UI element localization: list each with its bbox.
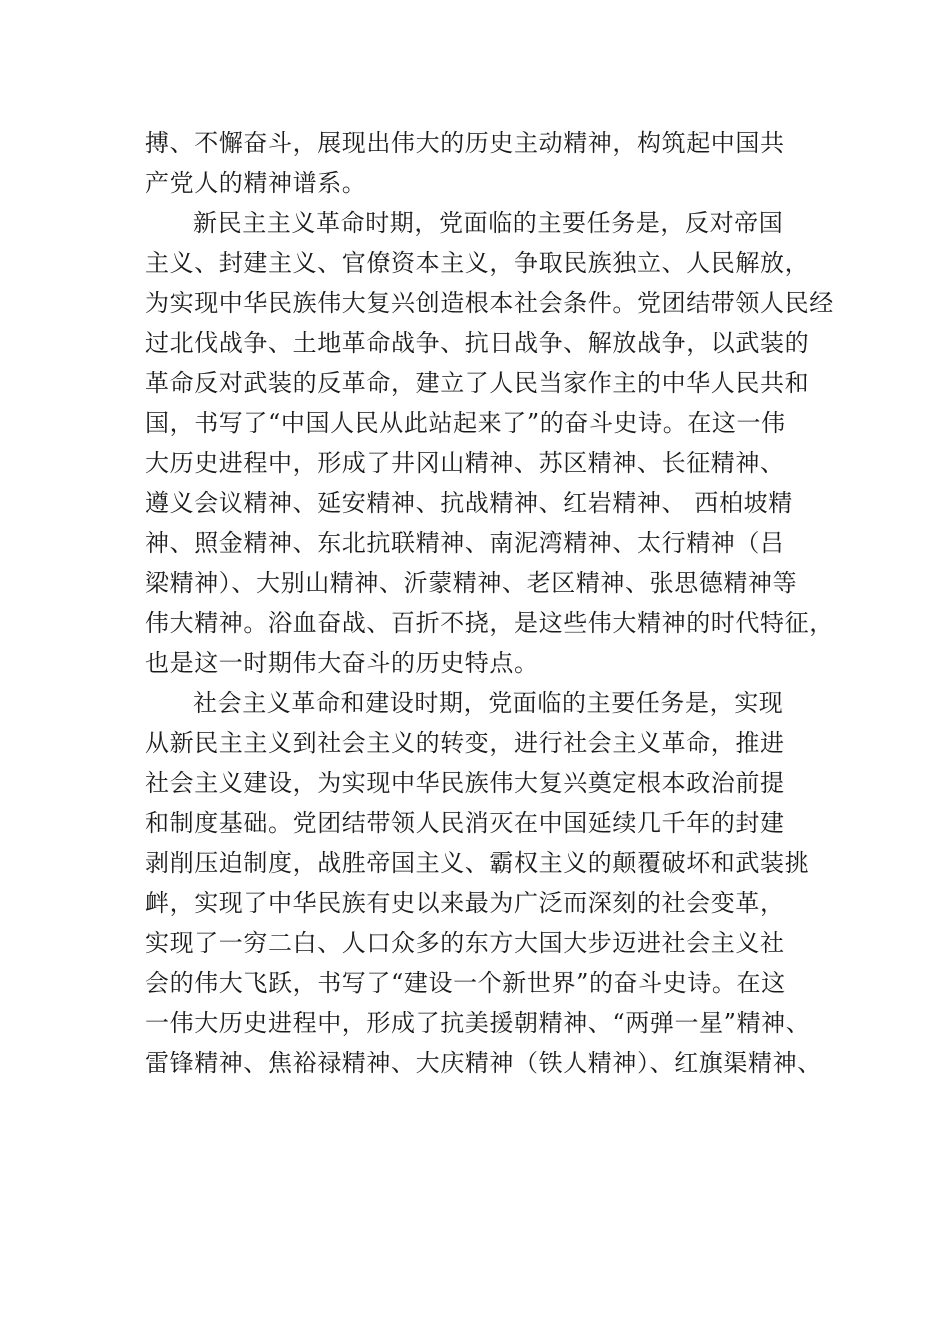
text-line: 会的伟大飞跃，书写了“建设一个新世界”的奋斗史诗。在这 <box>145 969 786 997</box>
text-line: 社会主义建设，为实现中华民族伟大复兴奠定根本政治前提 <box>145 769 785 797</box>
paragraph-2 <box>145 203 835 683</box>
text-line: 国，书写了“中国人民从此站起来了”的奋斗史诗。在这一伟 <box>145 409 786 437</box>
text-line: 新民主主义革命时期，党面临的主要任务是，反对帝国 <box>193 209 784 237</box>
text-line: 剥削压迫制度，战胜帝国主义、霸权主义的颠覆破坏和武装挑 <box>145 849 810 877</box>
text-line: 为实现中华民族伟大复兴创造根本社会条件。党团结带领人民经 <box>145 289 834 317</box>
text-line: 雷锋精神、焦裕禄精神、大庆精神（铁人精神）、红旗渠精神、 <box>145 1049 822 1077</box>
paragraph-3 <box>145 683 835 1083</box>
text-line: 一伟大历史进程中，形成了抗美援朝精神、“两弹一星”精神、 <box>145 1009 811 1037</box>
text-line: 搏、不懈奋斗，展现出伟大的历史主动精神，构筑起中国共 <box>145 129 785 157</box>
text-line: 产党人的精神谱系。 <box>145 169 367 197</box>
text-line: 衅，实现了中华民族有史以来最为广泛而深刻的社会变革， <box>145 889 785 917</box>
body-text <box>145 123 835 1083</box>
text-line: 也是这一时期伟大奋斗的历史特点。 <box>145 649 539 677</box>
text-line: 大历史进程中，形成了井冈山精神、苏区精神、长征精神、 <box>145 449 785 477</box>
text-line: 主义、封建主义、官僚资本主义，争取民族独立、人民解放， <box>145 249 810 277</box>
text-line: 实现了一穷二白、人口众多的东方大国大步迈进社会主义社 <box>145 929 785 957</box>
text-line: 遵义会议精神、延安精神、抗战精神、红岩精神、 西柏坡精 <box>145 489 793 517</box>
text-line: 从新民主主义到社会主义的转变，进行社会主义革命，推进 <box>145 729 785 757</box>
text-line: 过北伐战争、土地革命战争、抗日战争、解放战争，以武装的 <box>145 329 810 357</box>
text-line: 伟大精神。浴血奋战、百折不挠，是这些伟大精神的时代特征， <box>145 609 834 637</box>
text-line: 和制度基础。党团结带领人民消灭在中国延续几千年的封建 <box>145 809 785 837</box>
text-line: 革命反对武装的反革命，建立了人民当家作主的中华人民共和 <box>145 369 810 397</box>
text-line: 社会主义革命和建设时期，党面临的主要任务是，实现 <box>193 689 784 717</box>
paragraph-1 <box>145 123 835 203</box>
text-line: 梁精神）、大别山精神、沂蒙精神、老区精神、张思德精神等 <box>145 569 798 597</box>
text-line: 神、照金精神、东北抗联精神、南泥湾精神、太行精神（吕 <box>145 529 785 557</box>
